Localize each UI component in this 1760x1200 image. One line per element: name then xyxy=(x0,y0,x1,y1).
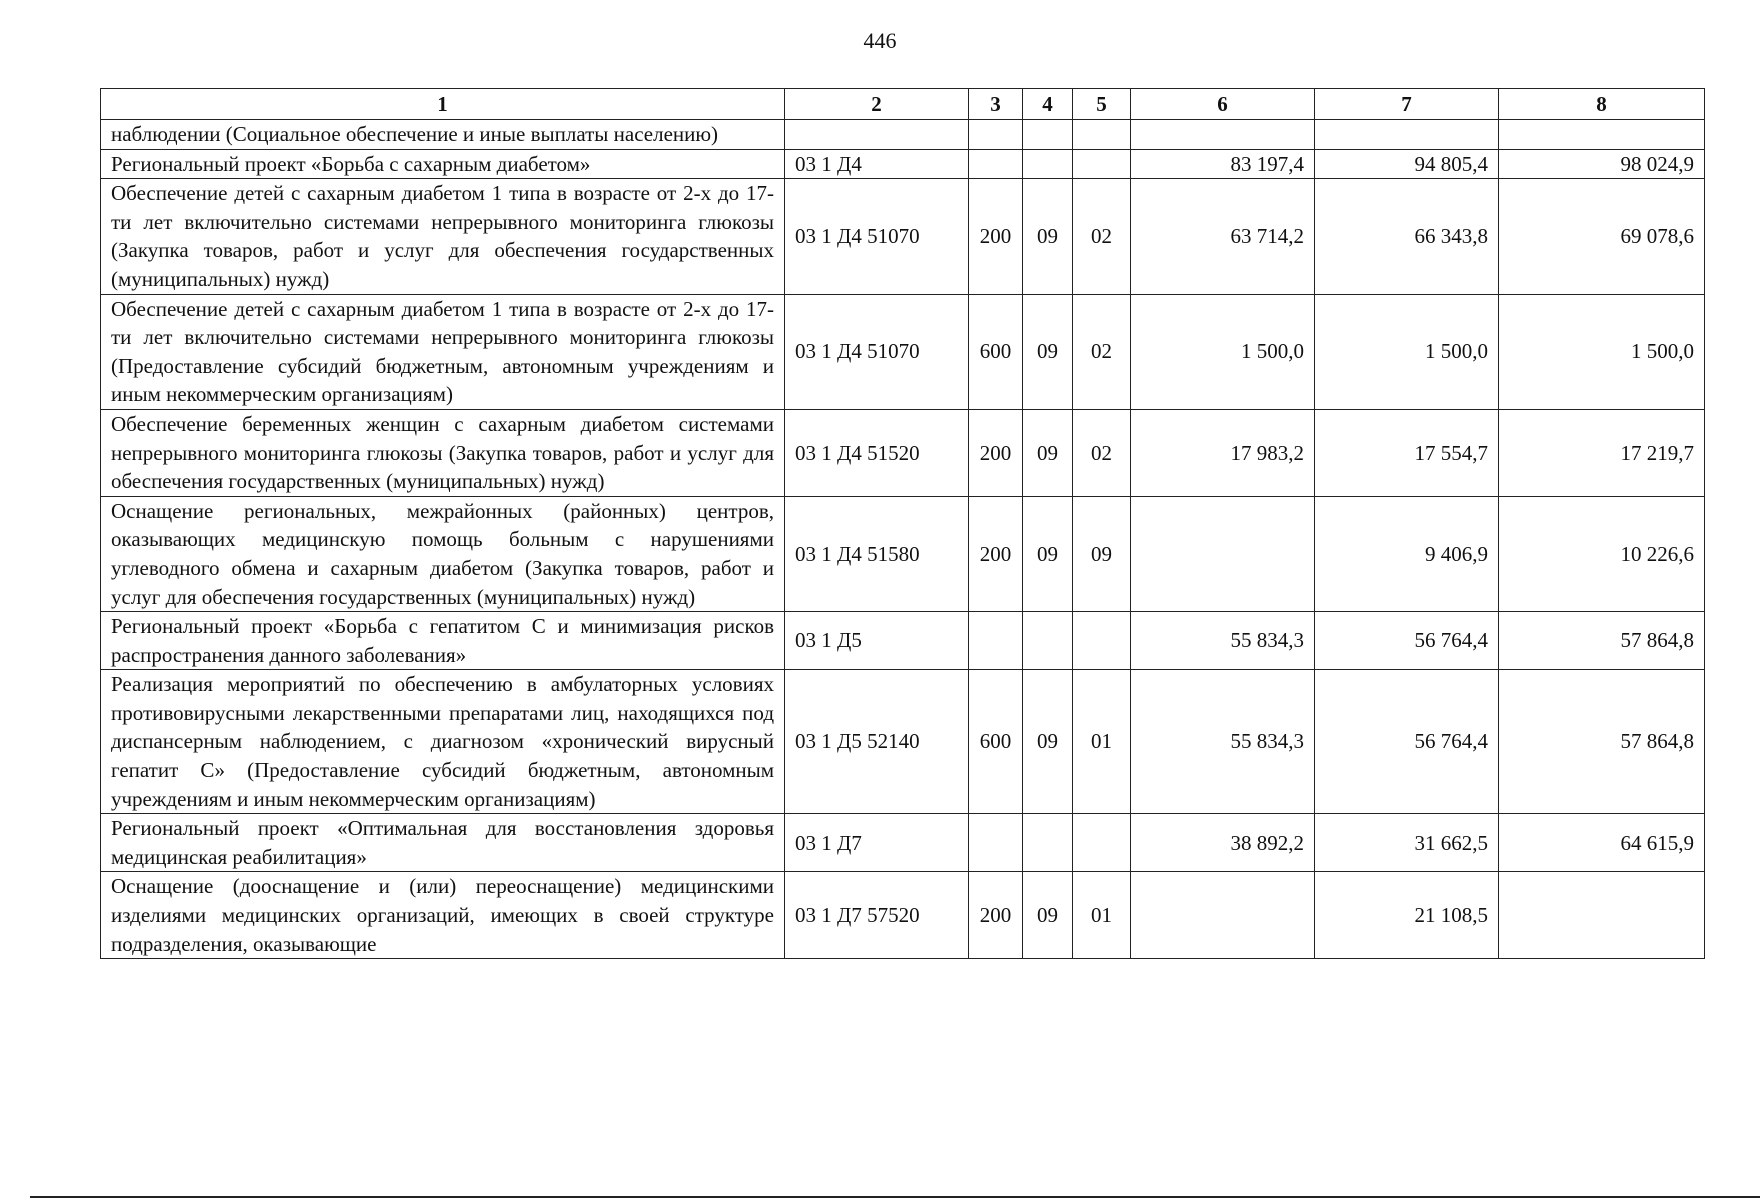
table-cell-col-2: 03 1 Д7 xyxy=(785,814,969,872)
table-cell-col-5: 01 xyxy=(1073,872,1131,959)
table-cell-col-4: 09 xyxy=(1023,179,1073,294)
table-cell-col-5: 01 xyxy=(1073,670,1131,814)
table-cell-col-5 xyxy=(1073,612,1131,670)
table-cell-col-4 xyxy=(1023,612,1073,670)
table-cell-col-4 xyxy=(1023,149,1073,179)
table-cell-col-2: 03 1 Д5 xyxy=(785,612,969,670)
table-cell-col-3 xyxy=(969,120,1023,150)
table-row xyxy=(101,179,1705,294)
table-cell-col-5: 02 xyxy=(1073,179,1131,294)
table-cell-col-1: Обеспечение детей с сахарным диабетом 1 типа в возрасте от 2-х до 17-ти лет включительно системами непрерывного мониторинга глюкозы (Предоставление субсидий бюджетным, автономным учреждениям и иным некоммерческим организациям) xyxy=(101,294,785,409)
table-cell-col-5 xyxy=(1073,814,1131,872)
table-cell-col-2: 03 1 Д4 51580 xyxy=(785,496,969,611)
table-cell-col-1: Региональный проект «Борьба с гепатитом С и минимизация рисков распространения данного заболевания» xyxy=(101,612,785,670)
table-cell-col-1: наблюдении (Социальное обеспечение и иные выплаты населению) xyxy=(101,120,785,150)
table-row xyxy=(101,120,1705,150)
table-cell-col-5 xyxy=(1073,149,1131,179)
table-cell-col-3: 200 xyxy=(969,872,1023,959)
table-cell-col-6: 55 834,3 xyxy=(1131,670,1315,814)
table-cell-col-8 xyxy=(1499,872,1705,959)
table-cell-col-1: Региональный проект «Борьба с сахарным диабетом» xyxy=(101,149,785,179)
table-cell-col-1: Реализация мероприятий по обеспечению в амбулаторных условиях противовирусными лекарственными препаратами лиц, находящихся под диспансерным наблюдением, с диагнозом «хронический вирусный гепатит С» (Предоставление субсидий бюджетным, автономным учреждениям и иным некоммерческим организациям) xyxy=(101,670,785,814)
table-cell-col-6 xyxy=(1131,872,1315,959)
table-cell-col-6: 38 892,2 xyxy=(1131,814,1315,872)
table-cell-col-4: 09 xyxy=(1023,670,1073,814)
table-cell-col-1: Оснащение региональных, межрайонных (районных) центров, оказывающих медицинскую помощь больным с нарушениями углеводного обмена и сахарным диабетом (Закупка товаров, работ и услуг для обеспечения государственных (муниципальных) нужд) xyxy=(101,496,785,611)
table-cell-col-8: 1 500,0 xyxy=(1499,294,1705,409)
table-cell-col-8: 64 615,9 xyxy=(1499,814,1705,872)
column-header-2: 2 xyxy=(785,89,969,120)
table-body xyxy=(101,120,1705,959)
table-cell-col-4: 09 xyxy=(1023,496,1073,611)
table-cell-col-2: 03 1 Д5 52140 xyxy=(785,670,969,814)
table-row xyxy=(101,409,1705,496)
table-cell-col-2: 03 1 Д4 51070 xyxy=(785,294,969,409)
table-cell-col-5: 09 xyxy=(1073,496,1131,611)
column-header-6: 6 xyxy=(1131,89,1315,120)
table-cell-col-2: 03 1 Д7 57520 xyxy=(785,872,969,959)
table-cell-col-6: 63 714,2 xyxy=(1131,179,1315,294)
table-cell-col-8: 57 864,8 xyxy=(1499,612,1705,670)
table-cell-col-3: 600 xyxy=(969,670,1023,814)
table-cell-col-5: 02 xyxy=(1073,294,1131,409)
table-cell-col-6: 55 834,3 xyxy=(1131,612,1315,670)
table-row xyxy=(101,670,1705,814)
table-cell-col-5: 02 xyxy=(1073,409,1131,496)
table-row xyxy=(101,612,1705,670)
table-cell-col-7: 56 764,4 xyxy=(1315,612,1499,670)
table-cell-col-3 xyxy=(969,149,1023,179)
table-cell-col-4: 09 xyxy=(1023,409,1073,496)
table-cell-col-2: 03 1 Д4 51070 xyxy=(785,179,969,294)
table-row xyxy=(101,496,1705,611)
table-cell-col-3: 600 xyxy=(969,294,1023,409)
column-header-3: 3 xyxy=(969,89,1023,120)
table-header xyxy=(101,89,1705,120)
table-cell-col-5 xyxy=(1073,120,1131,150)
table-cell-col-2: 03 1 Д4 51520 xyxy=(785,409,969,496)
table-cell-col-3: 200 xyxy=(969,496,1023,611)
table-cell-col-8 xyxy=(1499,120,1705,150)
table-cell-col-7: 66 343,8 xyxy=(1315,179,1499,294)
table-cell-col-2 xyxy=(785,120,969,150)
table-cell-col-4 xyxy=(1023,120,1073,150)
table-cell-col-7: 21 108,5 xyxy=(1315,872,1499,959)
header-row xyxy=(101,89,1705,120)
table-row xyxy=(101,294,1705,409)
column-header-7: 7 xyxy=(1315,89,1499,120)
page-number: 446 xyxy=(863,28,897,53)
table-cell-col-3 xyxy=(969,612,1023,670)
table-cell-col-4: 09 xyxy=(1023,872,1073,959)
table-cell-col-1: Региональный проект «Оптимальная для восстановления здоровья медицинская реабилитация» xyxy=(101,814,785,872)
column-header-5: 5 xyxy=(1073,89,1131,120)
table-cell-col-4 xyxy=(1023,814,1073,872)
table-cell-col-7: 1 500,0 xyxy=(1315,294,1499,409)
table-cell-col-7 xyxy=(1315,120,1499,150)
table-cell-col-7: 94 805,4 xyxy=(1315,149,1499,179)
table-cell-col-1: Обеспечение беременных женщин с сахарным диабетом системами непрерывного мониторинга глюкозы (Закупка товаров, работ и услуг для обеспечения государственных (муниципальных) нужд) xyxy=(101,409,785,496)
table-cell-col-8: 17 219,7 xyxy=(1499,409,1705,496)
bottom-divider xyxy=(30,1196,1760,1198)
table-cell-col-4: 09 xyxy=(1023,294,1073,409)
table-cell-col-6 xyxy=(1131,120,1315,150)
table-cell-col-2: 03 1 Д4 xyxy=(785,149,969,179)
table-row xyxy=(101,149,1705,179)
table-cell-col-8: 98 024,9 xyxy=(1499,149,1705,179)
table-cell-col-7: 56 764,4 xyxy=(1315,670,1499,814)
budget-table xyxy=(100,88,1705,959)
column-header-8: 8 xyxy=(1499,89,1705,120)
table-cell-col-7: 17 554,7 xyxy=(1315,409,1499,496)
table-cell-col-6: 17 983,2 xyxy=(1131,409,1315,496)
table-cell-col-3: 200 xyxy=(969,179,1023,294)
table-cell-col-6: 1 500,0 xyxy=(1131,294,1315,409)
table-cell-col-1: Оснащение (дооснащение и (или) переоснащение) медицинскими изделиями медицинских организаций, имеющих в своей структуре подразделения, оказывающие xyxy=(101,872,785,959)
table-cell-col-1: Обеспечение детей с сахарным диабетом 1 типа в возрасте от 2-х до 17-ти лет включительно системами непрерывного мониторинга глюкозы (Закупка товаров, работ и услуг для обеспечения государственных (муниципальных) нужд) xyxy=(101,179,785,294)
table-cell-col-3: 200 xyxy=(969,409,1023,496)
column-header-4: 4 xyxy=(1023,89,1073,120)
table-row xyxy=(101,814,1705,872)
table-cell-col-7: 31 662,5 xyxy=(1315,814,1499,872)
table-cell-col-8: 69 078,6 xyxy=(1499,179,1705,294)
table-cell-col-8: 57 864,8 xyxy=(1499,670,1705,814)
table-cell-col-7: 9 406,9 xyxy=(1315,496,1499,611)
table-row xyxy=(101,872,1705,959)
column-header-1: 1 xyxy=(101,89,785,120)
table-cell-col-6: 83 197,4 xyxy=(1131,149,1315,179)
table-cell-col-3 xyxy=(969,814,1023,872)
table-cell-col-8: 10 226,6 xyxy=(1499,496,1705,611)
table-cell-col-6 xyxy=(1131,496,1315,611)
